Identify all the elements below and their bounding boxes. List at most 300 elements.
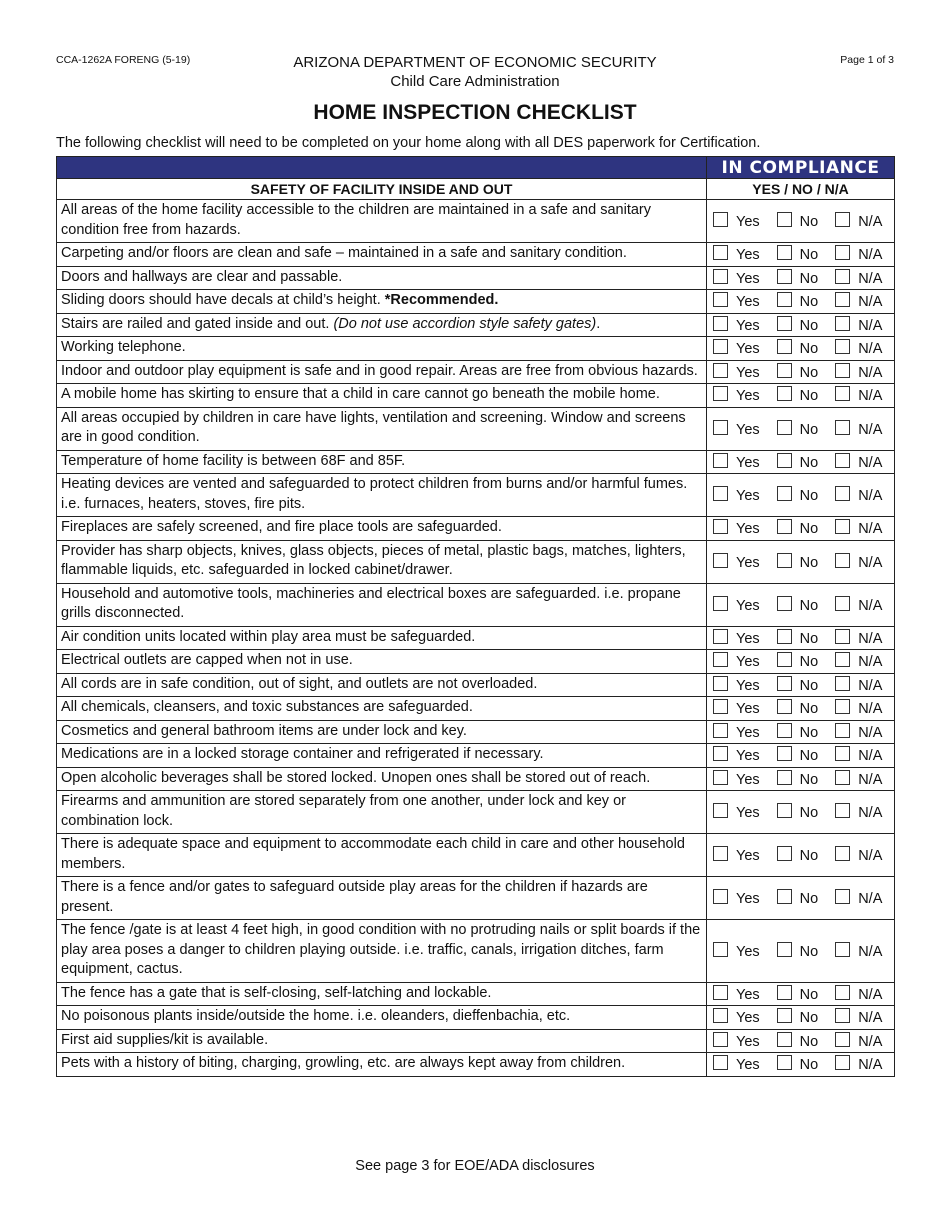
yes-checkbox[interactable] (713, 212, 728, 227)
yes-label: Yes (736, 521, 760, 538)
no-checkbox[interactable] (777, 292, 792, 307)
no-label: No (799, 421, 819, 438)
option-na[interactable] (835, 803, 882, 821)
option-yes[interactable] (713, 676, 760, 694)
option-yes[interactable] (713, 699, 760, 717)
option-na[interactable] (835, 699, 882, 717)
na-label: N/A (858, 317, 883, 334)
yes-checkbox[interactable] (713, 316, 728, 331)
yes-checkbox[interactable] (713, 652, 728, 667)
checklist-item-text (57, 290, 707, 314)
option-na[interactable] (835, 453, 882, 471)
no-checkbox[interactable] (777, 676, 792, 691)
option-na[interactable] (835, 676, 882, 694)
option-yes[interactable] (713, 519, 760, 537)
yes-label: Yes (736, 724, 760, 741)
no-label: No (799, 724, 819, 741)
checklist-item-text (57, 744, 707, 768)
yes-checkbox[interactable] (713, 985, 728, 1000)
option-yes[interactable] (713, 1008, 760, 1026)
option-yes[interactable] (713, 316, 760, 334)
option-na[interactable] (835, 596, 882, 614)
option-no[interactable] (777, 212, 819, 230)
no-checkbox[interactable] (777, 1055, 792, 1070)
option-yes[interactable] (713, 770, 760, 788)
agency-block (0, 53, 950, 91)
item-text: All cords are in safe condition, out of sight, and outlets are not overloaded. (61, 675, 538, 692)
checklist-row (57, 540, 895, 583)
yes-label: Yes (736, 421, 760, 438)
option-yes[interactable] (713, 553, 760, 571)
option-na[interactable] (835, 420, 882, 438)
item-text: Electrical outlets are capped when not in use. (61, 652, 353, 668)
item-text: All areas of the home facility accessible to the children are maintained in a safe and sanitary condition free from hazards. (61, 202, 651, 238)
option-na[interactable] (835, 846, 882, 864)
checklist-item-text (57, 474, 707, 517)
na-checkbox[interactable] (835, 1008, 850, 1023)
no-label: No (799, 341, 819, 358)
no-label: No (799, 654, 819, 671)
option-na[interactable] (835, 386, 882, 404)
agency-name: ARIZONA DEPARTMENT OF ECONOMIC SECURITY (293, 54, 657, 71)
option-na[interactable] (835, 519, 882, 537)
na-checkbox[interactable] (835, 553, 850, 568)
option-na[interactable] (835, 269, 882, 287)
na-label: N/A (858, 724, 883, 741)
item-text: Carpeting and/or floors are clean and safe – maintained in a safe and sanitary condition. (61, 245, 627, 261)
na-checkbox[interactable] (835, 292, 850, 307)
answer-cell (707, 877, 895, 920)
checklist-row (57, 626, 895, 650)
compliance-band-left (57, 157, 707, 179)
option-no[interactable] (777, 339, 819, 357)
na-label: N/A (858, 848, 883, 864)
compliance-heading: IN COMPLIANCE (707, 157, 895, 179)
option-no[interactable] (777, 803, 819, 821)
yes-checkbox[interactable] (713, 846, 728, 861)
item-text: First aid supplies/kit is available. (61, 1031, 269, 1048)
no-label: No (799, 488, 819, 504)
checklist-item-text (57, 360, 707, 384)
na-label: N/A (858, 247, 883, 264)
option-na[interactable] (835, 942, 882, 960)
page-number: Page 1 of 3 (840, 54, 894, 66)
no-checkbox[interactable] (777, 803, 792, 818)
na-label: N/A (858, 214, 883, 230)
option-no[interactable] (777, 363, 819, 381)
option-na[interactable] (835, 1032, 882, 1050)
na-checkbox[interactable] (835, 942, 850, 957)
no-checkbox[interactable] (777, 453, 792, 468)
yes-checkbox[interactable] (713, 292, 728, 307)
option-no[interactable] (777, 596, 819, 614)
checklist-item-text (57, 1006, 707, 1030)
checklist-row (57, 877, 895, 920)
option-yes[interactable] (713, 889, 760, 907)
option-na[interactable] (835, 889, 882, 907)
yes-checkbox[interactable] (713, 1008, 728, 1023)
na-checkbox[interactable] (835, 889, 850, 904)
yes-label: Yes (736, 630, 760, 647)
na-label: N/A (858, 677, 883, 694)
option-yes[interactable] (713, 746, 760, 764)
answer-cell (707, 1053, 895, 1077)
item-text: A mobile home has skirting to ensure that a child in care cannot go beneath the mobile home. (61, 386, 660, 402)
item-text: Heating devices are vented and safeguarded to protect children from burns and/or harmful fumes. i.e. furnaces, heaters, stoves, fire pits. (61, 476, 688, 512)
option-na[interactable] (835, 652, 882, 670)
option-no[interactable] (777, 486, 819, 504)
no-checkbox[interactable] (777, 420, 792, 435)
na-label: N/A (858, 341, 883, 358)
option-yes[interactable] (713, 942, 760, 960)
option-yes[interactable] (713, 420, 760, 438)
option-no[interactable] (777, 985, 819, 1003)
yes-label: Yes (736, 341, 760, 358)
na-checkbox[interactable] (835, 746, 850, 761)
option-no[interactable] (777, 316, 819, 334)
no-checkbox[interactable] (777, 746, 792, 761)
no-checkbox[interactable] (777, 629, 792, 644)
na-label: N/A (858, 1033, 883, 1050)
option-yes[interactable] (713, 486, 760, 504)
answer-cell (707, 650, 895, 674)
checklist-item-text (57, 450, 707, 474)
option-yes[interactable] (713, 846, 760, 864)
item-text: Fireplaces are safely screened, and fire place tools are safeguarded. (61, 519, 502, 535)
option-no[interactable] (777, 292, 819, 310)
yes-label: Yes (736, 891, 760, 907)
yes-checkbox[interactable] (713, 363, 728, 378)
checklist-row (57, 720, 895, 744)
checklist-row (57, 200, 895, 243)
checklist-row (57, 791, 895, 834)
option-no[interactable] (777, 629, 819, 647)
answer-cell (707, 266, 895, 290)
agency-division: Child Care Administration (390, 73, 560, 90)
no-label: No (799, 677, 819, 694)
option-na[interactable] (835, 339, 882, 357)
option-na[interactable] (835, 486, 882, 504)
answer-cell (707, 720, 895, 744)
option-no[interactable] (777, 889, 819, 907)
yes-checkbox[interactable] (713, 596, 728, 611)
na-checkbox[interactable] (835, 519, 850, 534)
option-yes[interactable] (713, 652, 760, 670)
yes-checkbox[interactable] (713, 803, 728, 818)
yes-checkbox[interactable] (713, 723, 728, 738)
no-checkbox[interactable] (777, 770, 792, 785)
option-na[interactable] (835, 316, 882, 334)
na-label: N/A (858, 943, 883, 960)
na-checkbox[interactable] (835, 699, 850, 714)
option-na[interactable] (835, 723, 882, 741)
na-checkbox[interactable] (835, 420, 850, 435)
no-label: No (799, 521, 819, 538)
na-checkbox[interactable] (835, 723, 850, 738)
option-no[interactable] (777, 519, 819, 537)
na-label: N/A (858, 1057, 883, 1074)
item-text: All chemicals, cleansers, and toxic substances are safeguarded. (61, 699, 473, 715)
no-label: No (799, 771, 819, 788)
checklist-row (57, 407, 895, 450)
na-checkbox[interactable] (835, 629, 850, 644)
na-label: N/A (858, 986, 883, 1003)
option-yes[interactable] (713, 803, 760, 821)
na-checkbox[interactable] (835, 363, 850, 378)
no-checkbox[interactable] (777, 269, 792, 284)
yes-checkbox[interactable] (713, 889, 728, 904)
answer-cell (707, 626, 895, 650)
option-no[interactable] (777, 723, 819, 741)
yes-label: Yes (736, 748, 760, 765)
yes-checkbox[interactable] (713, 676, 728, 691)
option-no[interactable] (777, 770, 819, 788)
answer-cell (707, 791, 895, 834)
checklist-row (57, 673, 895, 697)
na-label: N/A (858, 891, 883, 907)
item-text: Medications are in a locked storage container and refrigerated if necessary. (61, 746, 544, 762)
item-text: Pets with a history of biting, charging, growling, etc. are always kept away from children. (61, 1055, 626, 1071)
checklist-item-text (57, 720, 707, 744)
yes-checkbox[interactable] (713, 553, 728, 568)
option-na[interactable] (835, 363, 882, 381)
checklist-item-text (57, 626, 707, 650)
item-text: No poisonous plants inside/outside the home. i.e. oleanders, dieffenbachia, etc. (61, 1008, 571, 1024)
na-checkbox[interactable] (835, 1055, 850, 1070)
option-yes[interactable] (713, 1055, 760, 1073)
option-no[interactable] (777, 676, 819, 694)
no-checkbox[interactable] (777, 846, 792, 861)
option-no[interactable] (777, 553, 819, 571)
na-checkbox[interactable] (835, 846, 850, 861)
item-text: Air condition units located within play area must be safeguarded. (61, 628, 476, 645)
option-no[interactable] (777, 453, 819, 471)
no-checkbox[interactable] (777, 596, 792, 611)
option-na[interactable] (835, 770, 882, 788)
option-yes[interactable] (713, 269, 760, 287)
answer-cell (707, 982, 895, 1006)
no-label: No (799, 270, 819, 287)
option-yes[interactable] (713, 629, 760, 647)
yes-checkbox[interactable] (713, 1055, 728, 1070)
answer-cell (707, 474, 895, 517)
no-checkbox[interactable] (777, 699, 792, 714)
option-yes[interactable] (713, 1032, 760, 1050)
option-yes[interactable] (713, 723, 760, 741)
na-checkbox[interactable] (835, 596, 850, 611)
answer-cell (707, 384, 895, 408)
yes-checkbox[interactable] (713, 245, 728, 260)
option-na[interactable] (835, 629, 882, 647)
checklist-row (57, 517, 895, 541)
na-label: N/A (858, 654, 883, 671)
na-checkbox[interactable] (835, 339, 850, 354)
na-checkbox[interactable] (835, 453, 850, 468)
option-no[interactable] (777, 699, 819, 717)
na-checkbox[interactable] (835, 770, 850, 785)
na-checkbox[interactable] (835, 212, 850, 227)
checklist-row (57, 474, 895, 517)
item-text: Indoor and outdoor play equipment is safe and in good repair. Areas are free from obvious hazards. (61, 362, 698, 379)
checklist-row (57, 697, 895, 721)
no-label: No (799, 214, 819, 230)
option-yes[interactable] (713, 985, 760, 1003)
no-checkbox[interactable] (777, 652, 792, 667)
option-no[interactable] (777, 386, 819, 404)
checklist-row (57, 313, 895, 337)
na-label: N/A (858, 454, 883, 471)
intro-text: The following checklist will need to be completed on your home along with all DES paperwork for Certification. (56, 135, 761, 151)
column-header-row (57, 179, 895, 200)
option-yes[interactable] (713, 363, 760, 381)
no-checkbox[interactable] (777, 1008, 792, 1023)
option-na[interactable] (835, 1055, 882, 1073)
checklist-item-text (57, 877, 707, 920)
yes-checkbox[interactable] (713, 746, 728, 761)
option-yes[interactable] (713, 339, 760, 357)
no-label: No (799, 848, 819, 864)
option-no[interactable] (777, 269, 819, 287)
na-checkbox[interactable] (835, 652, 850, 667)
no-label: No (799, 597, 819, 614)
na-checkbox[interactable] (835, 486, 850, 501)
option-na[interactable] (835, 985, 882, 1003)
yes-label: Yes (736, 701, 760, 718)
option-na[interactable] (835, 746, 882, 764)
na-label: N/A (858, 805, 883, 821)
option-na[interactable] (835, 212, 882, 230)
answer-cell (707, 1006, 895, 1030)
answer-cell (707, 834, 895, 877)
option-yes[interactable] (713, 453, 760, 471)
checklist-item-text (57, 767, 707, 791)
option-no[interactable] (777, 245, 819, 263)
yes-label: Yes (736, 317, 760, 334)
checklist-row (57, 450, 895, 474)
checklist-row (57, 360, 895, 384)
option-yes[interactable] (713, 596, 760, 614)
no-checkbox[interactable] (777, 985, 792, 1000)
yes-checkbox[interactable] (713, 519, 728, 534)
yes-label: Yes (736, 1057, 760, 1074)
yes-checkbox[interactable] (713, 339, 728, 354)
option-na[interactable] (835, 1008, 882, 1026)
answer-cell (707, 243, 895, 267)
no-label: No (799, 388, 819, 405)
yes-checkbox[interactable] (713, 942, 728, 957)
yes-label: Yes (736, 214, 760, 230)
no-checkbox[interactable] (777, 245, 792, 260)
yes-checkbox[interactable] (713, 386, 728, 401)
na-checkbox[interactable] (835, 676, 850, 691)
option-yes[interactable] (713, 386, 760, 404)
form-code: CCA-1262A FORENG (5-19) (56, 54, 191, 66)
no-label: No (799, 294, 819, 311)
checklist-item-text (57, 791, 707, 834)
option-no[interactable] (777, 1032, 819, 1050)
na-checkbox[interactable] (835, 316, 850, 331)
item-text: Firearms and ammunition are stored separately from one another, under lock and key or combination lock. (61, 793, 626, 829)
no-checkbox[interactable] (777, 553, 792, 568)
item-note: (Do not use accordion style safety gates) (333, 315, 597, 332)
option-na[interactable] (835, 245, 882, 263)
checklist-item-text (57, 243, 707, 267)
section-heading: SAFETY OF FACILITY INSIDE AND OUT (57, 179, 707, 200)
na-checkbox[interactable] (835, 1032, 850, 1047)
yes-checkbox[interactable] (713, 486, 728, 501)
yes-checkbox[interactable] (713, 420, 728, 435)
yes-checkbox[interactable] (713, 453, 728, 468)
na-checkbox[interactable] (835, 386, 850, 401)
checklist-row (57, 1006, 895, 1030)
na-label: N/A (858, 1010, 883, 1027)
answer-heading: YES / NO / N/A (707, 179, 895, 200)
checklist-item-text (57, 313, 707, 337)
no-checkbox[interactable] (777, 723, 792, 738)
no-checkbox[interactable] (777, 212, 792, 227)
yes-checkbox[interactable] (713, 699, 728, 714)
option-no[interactable] (777, 942, 819, 960)
na-label: N/A (858, 421, 883, 438)
yes-checkbox[interactable] (713, 1032, 728, 1047)
no-checkbox[interactable] (777, 1032, 792, 1047)
answer-cell (707, 407, 895, 450)
no-checkbox[interactable] (777, 486, 792, 501)
no-checkbox[interactable] (777, 316, 792, 331)
answer-cell (707, 450, 895, 474)
no-checkbox[interactable] (777, 363, 792, 378)
yes-checkbox[interactable] (713, 770, 728, 785)
answer-cell (707, 744, 895, 768)
na-label: N/A (858, 748, 883, 765)
checklist-row (57, 583, 895, 626)
na-checkbox[interactable] (835, 269, 850, 284)
na-checkbox[interactable] (835, 245, 850, 260)
yes-label: Yes (736, 270, 760, 287)
na-checkbox[interactable] (835, 803, 850, 818)
option-na[interactable] (835, 553, 882, 571)
no-checkbox[interactable] (777, 339, 792, 354)
no-label: No (799, 554, 819, 571)
item-text: The fence /gate is at least 4 feet high, in good condition with no protruding nails or split boards if the play area poses a danger to children playing outside. i.e. traffic, canals, irrigation ditches, farm equipment, cactus. (61, 922, 701, 977)
checklist-item-text (57, 673, 707, 697)
no-checkbox[interactable] (777, 889, 792, 904)
na-label: N/A (858, 701, 883, 718)
compliance-band-row (57, 157, 895, 179)
no-checkbox[interactable] (777, 519, 792, 534)
option-no[interactable] (777, 1055, 819, 1073)
option-yes[interactable] (713, 212, 760, 230)
no-checkbox[interactable] (777, 942, 792, 957)
checklist-row (57, 290, 895, 314)
item-text: The fence has a gate that is self-closing, self-latching and lockable. (61, 984, 492, 1001)
yes-checkbox[interactable] (713, 629, 728, 644)
na-checkbox[interactable] (835, 985, 850, 1000)
yes-checkbox[interactable] (713, 269, 728, 284)
option-no[interactable] (777, 420, 819, 438)
option-no[interactable] (777, 846, 819, 864)
answer-cell (707, 697, 895, 721)
option-no[interactable] (777, 746, 819, 764)
no-checkbox[interactable] (777, 386, 792, 401)
option-no[interactable] (777, 652, 819, 670)
option-na[interactable] (835, 292, 882, 310)
option-yes[interactable] (713, 292, 760, 310)
answer-cell (707, 920, 895, 983)
option-no[interactable] (777, 1008, 819, 1026)
no-label: No (799, 247, 819, 264)
option-yes[interactable] (713, 245, 760, 263)
